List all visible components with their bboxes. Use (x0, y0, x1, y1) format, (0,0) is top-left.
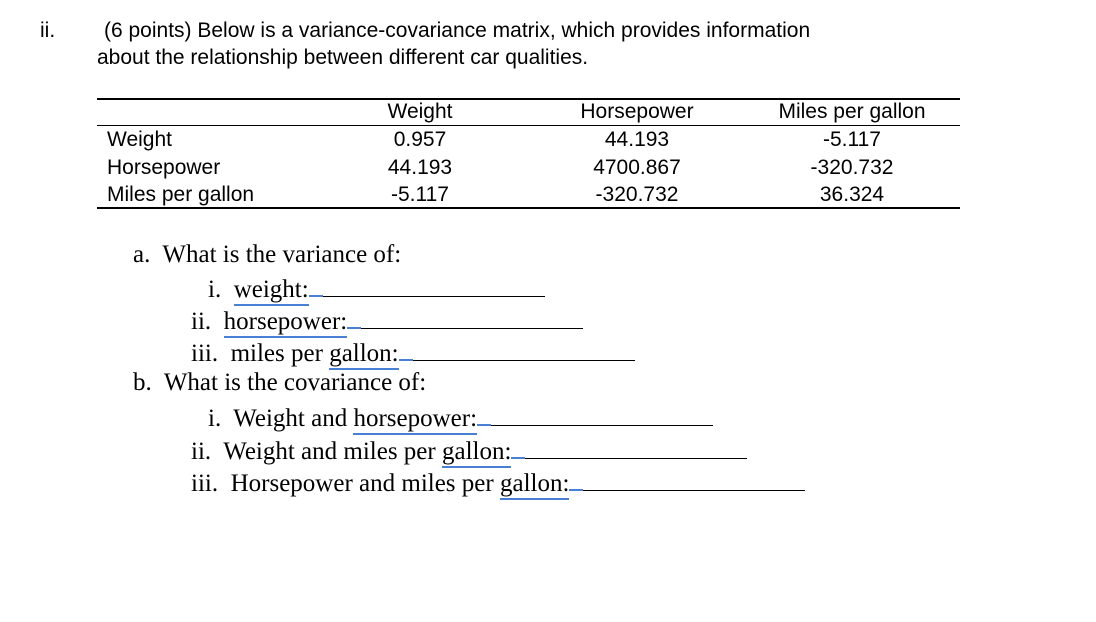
column-header-weight: Weight (387, 100, 453, 123)
problem-intro-line2: about the relationship between different car qualities. (97, 46, 589, 69)
spellcheck-underline (477, 402, 491, 426)
part-b-item-2 (191, 435, 747, 467)
table-cell: 44.193 (387, 156, 453, 179)
spellcheck-underline (399, 337, 413, 361)
answer-blank[interactable] (525, 436, 747, 459)
table-cell: -320.732 (595, 183, 679, 206)
column-header-horsepower: Horsepower (580, 100, 694, 123)
part-b-prompt: What is the covariance of: (163, 369, 427, 396)
table-cell: -5.117 (391, 183, 449, 206)
item-number: i. (208, 276, 222, 303)
problem-number: ii. (40, 19, 56, 42)
item-number: ii. (191, 308, 212, 335)
item-text: gallon: (329, 340, 398, 370)
part-a-item-3 (191, 337, 635, 369)
table-header-rule (97, 125, 960, 126)
item-text-prefix: Weight and (233, 405, 354, 432)
row-label-horsepower: Horsepower (107, 156, 221, 179)
item-number: ii. (191, 438, 212, 465)
item-text: horsepower: (353, 405, 477, 435)
spellcheck-underline (511, 435, 525, 459)
spellcheck-underline (347, 305, 361, 329)
item-text-prefix: Horsepower and miles per (230, 470, 500, 497)
table-cell: -320.732 (810, 156, 894, 179)
item-number: i. (208, 405, 222, 432)
problem-intro-line1: (6 points) Below is a variance-covariance matrix, which provides information (104, 19, 811, 42)
table-cell: 44.193 (604, 128, 670, 151)
part-a-item-1 (208, 273, 545, 305)
item-text-prefix: miles per (230, 340, 330, 367)
answer-blank[interactable] (491, 403, 713, 426)
table-cell: 0.957 (393, 128, 447, 151)
part-a-heading (133, 240, 401, 270)
spellcheck-underline (309, 273, 323, 297)
item-number: iii. (191, 340, 219, 367)
part-b-item-3 (191, 467, 805, 499)
part-b-heading (133, 368, 426, 398)
table-cell: -5.117 (823, 128, 881, 151)
column-header-mpg: Miles per gallon (778, 100, 926, 123)
part-b-label: b. (133, 369, 152, 396)
part-a-label: a. (133, 241, 151, 268)
item-text: horsepower: (224, 308, 348, 338)
part-a-prompt: What is the variance of: (162, 241, 402, 268)
item-text-prefix: Weight and miles per (223, 438, 442, 465)
item-text: gallon: (500, 470, 569, 500)
answer-blank[interactable] (413, 338, 635, 361)
table-cell: 4700.867 (593, 156, 681, 179)
spellcheck-underline (569, 467, 583, 491)
answer-blank[interactable] (323, 274, 545, 297)
item-text: gallon: (442, 438, 511, 468)
answer-blank[interactable] (583, 468, 805, 491)
item-number: iii. (191, 470, 219, 497)
row-label-weight: Weight (107, 128, 172, 151)
answer-blank[interactable] (361, 306, 583, 329)
part-a-item-2 (191, 305, 583, 337)
part-b-item-1 (208, 402, 713, 434)
row-label-mpg: Miles per gallon (107, 183, 255, 206)
table-cell: 36.324 (819, 183, 885, 206)
item-text: weight: (234, 276, 309, 306)
